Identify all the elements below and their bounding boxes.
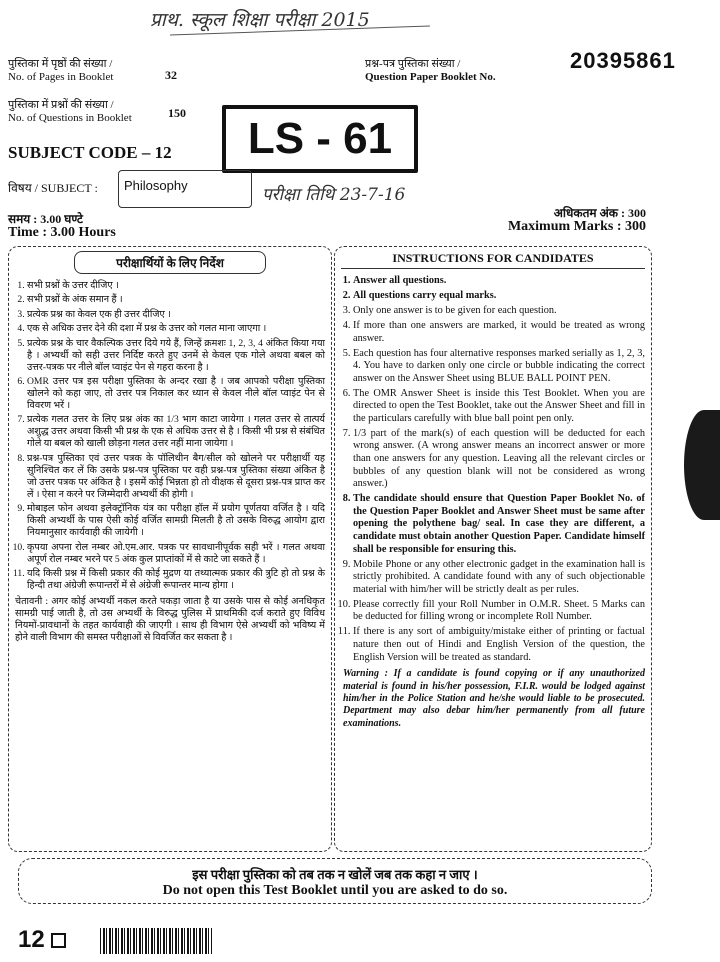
english-item: 8. The candidate should ensure that Question Paper Booklet No. of the Question Paper Booklet and Answer Sheet must be same after opening the polythene bag/ seal. In case they are different, a candidate must obtain another Question Paper. Candidate himself shall be responsible for ensuring this. [353, 493, 645, 556]
hindi-item: 4. एक से अधिक उत्तर देने की दशा में प्रश्न के उत्तर को गलत माना जाएगा । [27, 323, 325, 335]
subject-code: SUBJECT CODE – 12 [8, 143, 172, 162]
english-item: 3. Only one answer is to be given for each question. [353, 305, 645, 318]
hindi-warning: चेतावनी : अगर कोई अभ्यर्थी नकल करते पकड़ा जाता है या उसके पास से कोई अनधिकृत सामग्री पाई जाती है, तो उस अभ्यर्थी के विरुद्ध पुलिस में प्राथमिकी दर्ज कराते हुए विविध नियमों-प्रावधानों के तहत कार्यवाही की जाएगी । साथ ही विभाग ऐसे अभ्यर्थी को भविष्य में होने वाली विभाग की समस्त परीक्षाओं से विवर्जित कर सकता है । [15, 595, 325, 643]
booklet-no-label: प्रश्न-पत्र पुस्तिका संख्या / Question Paper Booklet No. [365, 58, 496, 83]
hindi-item: 10. कृपया अपना रोल नम्बर ओ.एम.आर. पत्रक पर सावधानीपूर्वक सही भरें । गलत अथवा अपूर्ण रोल नम्बर भरने पर 5 अंक कुल प्राप्तांकों में से काटे जा सकते हैं । [27, 542, 325, 566]
hindi-instructions-list [9, 280, 331, 592]
hindi-item: 8. प्रश्न-पत्र पुस्तिका एवं उत्तर पत्रक के पॉलिथीन बैग/सील को खोलने पर परीक्षार्थी यह सुनिश्चित कर लें कि उसके प्रश्न-पत्र पुस्तिका पर वही प्रश्न-पत्र पुस्तिका संख्या अंकित है जो उत्तर पत्रक पर अंकित है । इसमें कोई भिन्नता हो तो वीक्षक से दूसरा प्रश्न-पत्र प्राप्त कर लें । ऐसा न करने पर जिम्मेदारी अभ्यर्थी की होगी । [27, 453, 325, 501]
paper-code-box: LS - 61 [222, 105, 418, 173]
footer-code: 12 [18, 926, 66, 954]
questions-value: 150 [168, 106, 186, 120]
subject-value: Philosophy [124, 178, 188, 193]
english-item: 9. Mobile Phone or any other electronic gadget in the examination hall is strictly prohibited. A candidate found with any of such objectionable material with him/her will be strictly dealt as per rules. [353, 559, 645, 597]
hindi-instructions-heading: परीक्षार्थियों के लिए निर्देश [74, 251, 266, 274]
scan-shadow [684, 410, 720, 520]
do-not-open-english: Do not open this Test Booklet until you are asked to do so. [162, 883, 508, 898]
english-item: 5. Each question has four alternative responses marked serially as 1, 2, 3, 4. You have to darken only one circle or bubble indicating the correct answer on the Answer Sheet using BLUE BALL POINT PEN. [353, 348, 645, 386]
english-item: 2. All questions carry equal marks. [353, 290, 645, 303]
time-english: Time : 3.00 Hours [8, 225, 116, 240]
hindi-instructions-panel [8, 246, 332, 852]
english-item: 10. Please correctly fill your Roll Number in O.M.R. Sheet. 5 Marks can be deducted for filling wrong or incomplete Roll Number. [353, 599, 645, 624]
questions-label: पुस्तिका में प्रश्नों की संख्या / No. of Questions in Booklet [8, 99, 132, 124]
marks-english: Maximum Marks : 300 [507, 219, 646, 234]
hindi-item: 6. OMR उत्तर पत्र इस परीक्षा पुस्तिका के अन्दर रखा है । जब आपको परीक्षा पुस्तिका खोलने को कहा जाए, तो उत्तर पत्र निकाल कर ध्यान से केवल नीले बॉल प्वाइंट पेन से विवरण भरें । [27, 376, 325, 412]
english-instructions-heading: INSTRUCTIONS FOR CANDIDATES [341, 251, 645, 269]
english-item: 1. Answer all questions. [353, 275, 645, 288]
barcode [100, 928, 212, 954]
hindi-item: 2. सभी प्रश्नों के अंक समान हैं । [27, 294, 325, 306]
english-instructions-list [335, 275, 651, 664]
english-warning: Warning : If a candidate is found copying or if any unauthorized material is found in his/her possession, F.I.R. would be lodged against him/her in the Police Station and he/she would liable to be prosecuted. Department may also debar him/her permanently from all future examinations. [343, 668, 645, 729]
english-item: 11. If there is any sort of ambiguity/mistake either of printing or factual nature then out of Hindi and English Version of the question, the English Version will be treated as standard. [353, 626, 645, 664]
do-not-open-notice [18, 858, 652, 904]
square-icon [51, 933, 66, 948]
pages-label: पुस्तिका में पृष्ठों की संख्या / No. of Pages in Booklet [8, 58, 114, 83]
pages-value: 32 [165, 68, 177, 82]
hindi-item: 3. प्रत्येक प्रश्न का केवल एक ही उत्तर दीजिए । [27, 309, 325, 321]
english-instructions-panel [334, 246, 652, 852]
hindi-item: 7. प्रत्येक गलत उत्तर के लिए प्रश्न अंक का 1/3 भाग काटा जायेगा । गलत उत्तर से तात्पर्य अशुद्ध उत्तर अथवा किसी भी प्रश्न के एक से अधिक उत्तर से है । किसी भी प्रश्न से संबंधित गोले या बबल को खाली छोड़ना गलत उत्तर नहीं माना जायेगा । [27, 414, 325, 450]
subject-label: विषय / SUBJECT : [8, 181, 98, 195]
english-item: 4. If more than one answers are marked, it would be treated as wrong answer. [353, 320, 645, 345]
english-item: 6. The OMR Answer Sheet is inside this Test Booklet. When you are directed to open the Test Booklet, take out the Answer Sheet and fill in the particulars carefully with blue ball point pen only. [353, 388, 645, 426]
hindi-item: 5. प्रत्येक प्रश्न के चार वैकल्पिक उत्तर दिये गये हैं, जिन्हें क्रमशः 1, 2, 3, 4 अंकित किया गया है । अभ्यर्थी को सही उत्तर निर्दिष्ट करते हुए उनमें से केवल एक गोले अथवा बबल को उत्तर-पत्रक पर नीले बॉल प्वाइंट पेन से गहरा करना है । [27, 338, 325, 374]
do-not-open-hindi: इस परीक्षा पुस्तिका को तब तक न खोलें जब तक कहा न जाए । [192, 867, 478, 882]
english-item: 7. 1/3 part of the mark(s) of each question will be deducted for each wrong answer. (A wrong answer means an incorrect answer or more than one answers for any question. Leaving all the relevant circles or bubbles of any question blank will not be considered as wrong answer.) [353, 428, 645, 491]
booklet-number: 20395861 [570, 48, 676, 73]
handwritten-exam-title: प्राथ. स्कूल शिक्षा परीक्षा 2015 [150, 9, 370, 31]
hindi-item: 1. सभी प्रश्नों के उत्तर दीजिए । [27, 280, 325, 292]
hindi-item: 11. यदि किसी प्रश्न में किसी प्रकार की कोई मुद्रण या तथ्यात्मक प्रकार की त्रुटि हो तो प्रश्न के हिन्दी तथा अंग्रेजी रूपान्तरों में से अंग्रेजी रूपान्तर मान्य होगा । [27, 568, 325, 592]
hindi-item: 9. मोबाइल फोन अथवा इलेक्ट्रॉनिक यंत्र का परीक्षा हॉल में प्रयोग पूर्णतया वर्जित है । यदि किसी अभ्यर्थी के पास ऐसी कोई वर्जित सामग्री मिलती है तो उसके विरुद्ध आयोग द्वारा नियमानुसार कार्यवाही की जायेगी । [27, 503, 325, 539]
handwritten-exam-date: परीक्षा तिथि 23-7-16 [262, 185, 406, 205]
time-hindi: समय : 3.00 घण्टे [8, 212, 83, 226]
marks-hindi: अधिकतम अंक : 300 [553, 206, 646, 220]
